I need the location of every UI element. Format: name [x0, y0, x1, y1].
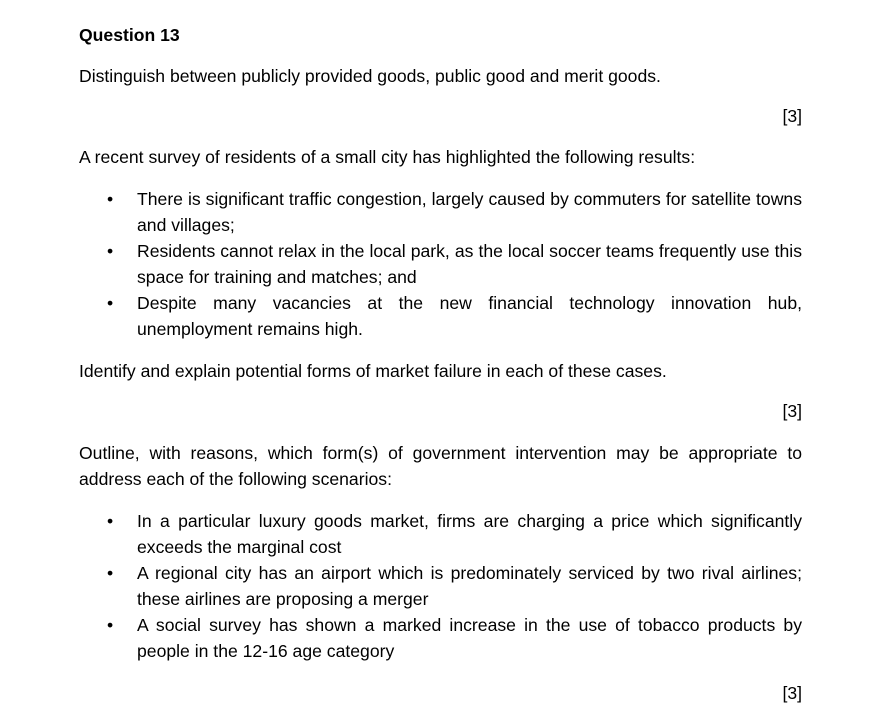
question-title: Question 13	[79, 25, 180, 45]
part2-bullet-text: Despite many vacancies at the new financial technology innovation hub, unemployment remains high.	[137, 293, 802, 339]
part2-bullet-item	[79, 290, 802, 342]
part3-marks: [3]	[782, 683, 802, 703]
part3-bullet-item	[79, 560, 802, 612]
part2-intro: A recent survey of residents of a small city has highlighted the following results:	[79, 147, 696, 167]
part3-bullet-item	[79, 508, 802, 560]
bullet-icon: •	[107, 615, 114, 635]
part3-bullet-text: A regional city has an airport which is predominately serviced by two rival airlines; these airlines are proposing a merger	[137, 563, 802, 609]
part3-intro: Outline, with reasons, which form(s) of government intervention may be appropriate to address each of the following scenarios:	[79, 443, 802, 489]
part3-bullet-text: In a particular luxury goods market, firms are charging a price which significantly exceeds the marginal cost	[137, 511, 802, 557]
bullet-icon: •	[107, 241, 114, 261]
part3-bullet-item	[79, 612, 802, 664]
part2-bullet-text: Residents cannot relax in the local park, as the local soccer teams frequently use this space for training and matches; and	[137, 241, 802, 287]
part1-marks: [3]	[782, 106, 802, 126]
bullet-icon: •	[107, 563, 114, 583]
part2-bullet-list	[79, 186, 802, 342]
part2-bullet-item	[79, 238, 802, 290]
bullet-icon: •	[107, 293, 114, 313]
bullet-icon: •	[107, 511, 114, 531]
part2-bullet-text: There is significant traffic congestion, largely caused by commuters for satellite towns and villages;	[137, 189, 802, 235]
bullet-icon: •	[107, 189, 114, 209]
part2-bullet-item	[79, 186, 802, 238]
question-page	[79, 21, 802, 706]
part1-question: Distinguish between publicly provided goods, public good and merit goods.	[79, 66, 661, 86]
part3-bullet-list	[79, 508, 802, 664]
part3-bullet-text: A social survey has shown a marked increase in the use of tobacco products by people in the 12-16 age category	[137, 615, 802, 661]
part2-marks: [3]	[782, 401, 802, 421]
part2-question: Identify and explain potential forms of market failure in each of these cases.	[79, 361, 667, 381]
